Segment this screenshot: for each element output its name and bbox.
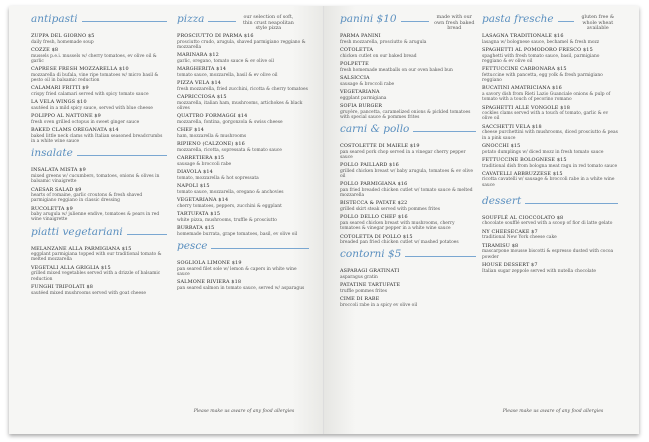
menu-item-list	[482, 216, 618, 274]
menu-item-description: pan seared pork chop served in a vinegar cherry pepper sauce	[340, 149, 466, 160]
allergy-note: Please make us aware of any food allergies	[193, 409, 295, 414]
menu-item-name: DIAVOLA $14	[177, 169, 213, 176]
menu-item-description: hearts of romaine, garlic croutons & fresh shaved parmigiano reggiano in classic dressing	[31, 193, 143, 204]
menu-item	[31, 266, 167, 282]
menu-item	[340, 62, 476, 73]
menu-item	[177, 226, 309, 237]
menu-item	[340, 144, 476, 160]
menu-item-list	[31, 168, 167, 222]
menu-item	[31, 285, 167, 296]
menu-item-name: POLLO PARMIGIANA $16	[340, 181, 408, 188]
menu-item-name: SOUFFLÉ AL CIOCCOLATO $8	[482, 214, 564, 221]
section-title: contorni $5	[340, 248, 402, 261]
menu-item	[340, 201, 476, 212]
menu-item-description: pan fried breaded chicken cutlet w/ tomato sauce & melted mozzarella	[340, 187, 473, 199]
menu-item-name: FETTUCCINE BOLOGNESE $15	[482, 156, 567, 163]
menu-item-description: pan seared chicken breast with mushrooms, cherry tomatoes & vinegar pepper in a white wine sauce	[340, 221, 455, 232]
section-header	[31, 148, 167, 168]
menu-item-name: SPAGHETTI ALLE VONGOLE $18	[482, 104, 570, 111]
menu-item-description: tomato sauce, mozzarella, oregano & anchovies	[177, 189, 284, 195]
menu-item	[340, 269, 476, 280]
section-title: carni & pollo	[340, 122, 410, 135]
section-title: pizza	[177, 13, 205, 25]
section-pesce	[177, 241, 309, 291]
column-pizza	[173, 14, 315, 434]
allergy-note: Please make us aware of any food allergies	[502, 409, 604, 414]
menu-item	[177, 53, 309, 64]
menu-item-name: COSTOLETTE DI MAIELE $19	[340, 142, 420, 149]
menu-item	[482, 216, 618, 227]
column-pasta	[482, 14, 624, 434]
section-note: made with our own fresh baked bread	[434, 15, 475, 31]
menu-item-description: crispy fried calamari served with spicy tomato sauce	[31, 91, 149, 97]
menu-item-description: mozzarella di bufala, vine ripe tomatoes w/ micro basil & pesto oil in balsamic reduction	[31, 72, 159, 83]
section-pasta-fresche	[482, 14, 618, 188]
menu-item-name: VEGETARIANA	[340, 88, 380, 95]
menu-item-description: truffle pommes frites	[340, 289, 387, 295]
menu-item-list	[340, 144, 476, 246]
menu-item	[31, 207, 167, 223]
menu-item-name: TARTUFATA $15	[177, 211, 221, 218]
menu-item-list	[340, 34, 476, 120]
section-divider	[558, 21, 574, 22]
section-divider	[127, 234, 167, 235]
menu-item-name: MELANZANE ALLA PARMIGIANA $15	[31, 245, 132, 252]
menu-item-description: mozzarella, italian ham, mushrooms, artichokes & black olives	[177, 100, 303, 111]
menu-item-description: cherry tomatoes, peppers, zucchini & eggplant	[177, 203, 282, 209]
menu-item-description: lasagna w/ bolognese sauce, bechamel & fresh mozz	[482, 39, 600, 45]
menu-item-description: baked little neck clams with Italian seasoned breadcrumbs in a white wine sauce	[31, 133, 163, 145]
menu-item	[482, 263, 618, 274]
menu-item-name: BISTECCA & PATATE $22	[340, 200, 408, 207]
section-insalate	[31, 148, 167, 222]
menu-item-description: chicken cutlet on our baked bread	[340, 53, 417, 59]
menu-item	[177, 184, 309, 195]
menu-item-name: PARMA PANINI	[340, 33, 381, 39]
menu-item-name: CAPRESE FRESH MOZZARELLA $10	[31, 66, 129, 73]
menu-item	[340, 283, 476, 294]
menu-item	[482, 244, 618, 260]
menu-item-description: mozzarella, ricotta, sopressata & tomato sauce	[177, 147, 282, 153]
menu-item-description: traditional New York cheese cake	[482, 235, 557, 241]
menu-item-list	[340, 269, 476, 308]
section-header	[340, 249, 476, 269]
menu-item	[340, 215, 476, 231]
menu-item	[177, 156, 309, 167]
section-divider	[413, 131, 476, 132]
menu-item-name: COZZE $8	[31, 46, 59, 53]
menu-item-description: sautéed in a mild spicy sauce, served with blue cheese	[31, 105, 153, 111]
menu-item-name: VEGETARIANA $14	[177, 197, 229, 204]
menu-item-description: eggplant parmigiana	[340, 95, 387, 101]
menu-item-description: fresh mozzarella, fried zucchini, ricotta & cherry tomatoes	[177, 86, 308, 92]
menu-item-description: sautéed mixed mushrooms served with goat cheese	[31, 290, 146, 296]
menu-item-name: COTOLETTA	[340, 46, 374, 53]
menu-item-name: BUCATINI AMATRICIANA $16	[482, 85, 562, 92]
menu-item-name: SOFIA BURGER	[340, 102, 383, 109]
menu-item	[340, 48, 476, 59]
menu-item-description: fettuccine with pancetta, egg yolk & fresh parmigiano reggiano	[482, 72, 603, 83]
menu-item-name: VEGETALI ALLA GRIGLIA $15	[31, 264, 111, 271]
menu-item-description: white pizza, mushrooms, truffle & prosciutto	[177, 217, 277, 223]
menu-item-description: a savory dish from Rieti Lazio Guanciale onions & pulp of tomato with a touch of pecorino romano	[482, 91, 611, 103]
menu-item-name: TIRAMISU $8	[482, 242, 519, 249]
section-divider	[401, 21, 429, 22]
menu-item-name: CIME DI RABE	[340, 296, 380, 303]
menu-item	[31, 128, 167, 144]
section-title: insalate	[31, 147, 73, 160]
menu-item-description: cheese purchettini with mushrooms, diced prosciutto & peas in a pink sauce	[482, 130, 618, 141]
menu-item-name: PIZZA VELA $14	[177, 80, 221, 87]
menu-item-name: CAPRICCIOSA $15	[177, 94, 227, 101]
menu-item	[340, 90, 476, 101]
menu-item-name: CARRETIERA $15	[177, 155, 225, 162]
menu-item	[177, 67, 309, 78]
section-header	[31, 227, 167, 247]
menu-item-name: ZUPPA DEL GIORNO $5	[31, 33, 95, 39]
menu-item-description: tomato, mozzarella & hot sopressata	[177, 175, 259, 181]
menu-item-description: broccoli rabe in a spicy ev olive oil	[340, 303, 418, 309]
menu-item	[482, 230, 618, 241]
menu-item	[340, 182, 476, 198]
section-pizza	[177, 14, 309, 237]
menu-item	[31, 86, 167, 97]
menu-item	[177, 34, 309, 50]
menu-item	[177, 261, 309, 277]
menu-item	[340, 297, 476, 308]
menu-item-name: RIPIENO (CALZONE) $16	[177, 141, 245, 148]
menu-item-list	[177, 261, 309, 291]
menu-item-name: MARINARA $12	[177, 52, 219, 59]
menu-item-description: ricotta cavatelli w/ sausage & broccoli rabe in a white wine sauce	[482, 177, 615, 188]
menu-item-name: SPAGHETTI AL POMODORO FRESCO $15	[482, 46, 593, 53]
menu-page-right	[324, 6, 639, 434]
section-contorni	[340, 249, 476, 308]
menu-item-name: CAVATELLI ABBRUZZESE $15	[482, 170, 563, 177]
menu-item-name: SALSICCIA	[340, 74, 370, 81]
menu-item-description: gruyère, pancetta, caramelized onions & pickled tomatoes with special sauce & pommes frites	[340, 109, 471, 120]
menu-item-description: fresh homemade meatballs on our oven baked bun	[340, 67, 453, 73]
menu-item-description: tomato sauce, mozzarella, basil & ev olive oil	[177, 72, 278, 78]
section-divider	[405, 256, 476, 257]
section-divider	[208, 21, 236, 22]
menu-item-name: RUCOLETTA $9	[31, 205, 73, 212]
menu-item	[482, 144, 618, 155]
menu-item-name: LA VELA WINGS $10	[31, 99, 87, 106]
menu-spread	[9, 6, 639, 434]
menu-item-name: COTOLETTA DI POLLO $15	[340, 233, 413, 240]
menu-item	[31, 48, 167, 64]
menu-item-name: QUATTRO FORMAGGI $14	[177, 113, 248, 120]
menu-item-name: CAESAR SALAD $9	[31, 186, 82, 193]
menu-item-list	[31, 34, 167, 144]
menu-item	[482, 34, 618, 45]
section-header	[340, 124, 476, 144]
menu-item-name: SALMONE RIVIERA $18	[177, 279, 242, 286]
menu-item-name: INSALATA MISTA $9	[31, 167, 86, 174]
menu-item	[177, 170, 309, 181]
menu-item-description: traditional dish from bologna meat ragu in red tomato sauce	[482, 163, 618, 169]
menu-item-name: BAKED CLAMS OREGANATA $14	[31, 127, 119, 134]
menu-item-name: SOGLIOLA LIMONE $19	[177, 260, 242, 266]
menu-item-list	[177, 34, 309, 237]
section-header	[482, 196, 618, 216]
menu-item-description: ham, mozzarella & mushrooms	[177, 133, 247, 139]
menu-item-description: grilled mixed vegetables served with a drizzle of balsamic reduction	[31, 271, 161, 282]
menu-item-description: mixed greens w/ cucumbers, tomatoes, onions & olives in balsamic vinaigrette	[31, 173, 160, 185]
section-divider	[82, 21, 167, 22]
menu-item	[482, 106, 618, 122]
menu-item-name: NY CHEESECAKE $7	[482, 228, 538, 235]
column-antipasti	[31, 14, 173, 434]
menu-item-name: MARGHERITA $14	[177, 66, 227, 73]
menu-item-name: FUNGHI TRIFOLATI $8	[31, 284, 94, 291]
menu-item-name: HOUSE DESSERT $7	[482, 262, 538, 269]
menu-item-description: sausage & broccoli rabe	[177, 161, 232, 167]
menu-item-description: prosciutto crudo, arugula, shaved parmigiano reggiano & mozzarella	[177, 39, 306, 50]
menu-item-description: mascarpone mousse biscotti & espresso dusted with cocoa powder	[482, 249, 614, 260]
menu-item	[177, 114, 309, 125]
menu-item	[177, 142, 309, 153]
menu-item	[340, 163, 476, 179]
menu-item-description: baby arugula w/ julienne endive, tomatoes & pears in red wine vinaigrette	[31, 212, 160, 223]
menu-item	[340, 34, 476, 45]
menu-item-description: sausage & broccoli rabe	[340, 81, 395, 87]
menu-item-description: spaghetti with fresh tomato sauce, basil, parmigiano reggiano & ev olive oil	[482, 53, 600, 64]
section-dessert	[482, 196, 618, 274]
menu-item-description: garlic, oregano, tomato sauce & ev olive oil	[177, 58, 274, 64]
menu-item-name: POLLO DELLO CHEF $16	[340, 214, 408, 221]
section-carni-pollo	[340, 124, 476, 246]
section-divider	[211, 248, 309, 249]
menu-item	[482, 125, 618, 141]
section-note: gluten free & whole wheat available	[581, 15, 615, 31]
section-title: panini $10	[340, 13, 397, 25]
section-header	[482, 14, 618, 34]
menu-item-name: POLLO PAILLARD $16	[340, 162, 399, 169]
menu-item	[177, 81, 309, 92]
menu-item	[177, 95, 309, 111]
menu-item	[177, 198, 309, 209]
menu-item-description: fresh mozzarella, prosciutto & arugula	[340, 39, 427, 45]
menu-item-name: BURRATA $15	[177, 225, 215, 232]
section-panini	[340, 14, 476, 120]
section-header	[340, 14, 476, 34]
menu-item	[31, 247, 167, 263]
menu-item-description: grilled chicken breast w/ baby arugula, tomatoes & ev olive oil	[340, 168, 473, 179]
section-header	[177, 14, 309, 34]
menu-item	[31, 114, 167, 125]
menu-item	[177, 212, 309, 223]
menu-item-name: FETTUCCINE CARBONARA $15	[482, 66, 567, 73]
menu-item-description: eggplant parmigiana topped with our traditional tomato & melted mozzarella	[31, 252, 162, 263]
menu-item-description: daily fresh, homemade soup	[31, 39, 94, 45]
menu-item-description: cockles clams served with a touch of tomato, garlic & ev olive oil	[482, 111, 609, 122]
menu-item-description: Italian sugar zeppole served with nutella chocolate	[482, 268, 596, 274]
menu-item	[340, 104, 476, 120]
menu-item	[31, 34, 167, 45]
menu-item-description: chocolate soufflé served with a scoop of fior di latte gelato	[482, 221, 613, 227]
menu-item	[31, 168, 167, 184]
menu-page-left	[9, 6, 324, 434]
menu-item-description: pan seared filet sole w/ lemon & capers in white wine sauce	[177, 266, 297, 277]
menu-item-description: asparagus gratin	[340, 275, 378, 281]
menu-item-list	[31, 247, 167, 296]
menu-item	[340, 235, 476, 246]
menu-item-description: potato dumplings w/ diced mozz in fresh tomato sauce	[482, 149, 604, 155]
menu-item	[482, 172, 618, 188]
menu-item-name: PROSCIUTTO DI PARMA $16	[177, 33, 254, 39]
menu-item-name: ASPARAGI GRATINATI	[340, 268, 400, 275]
menu-item-list	[482, 34, 618, 188]
menu-item-description: grilled skirt steak served with pommes frites	[340, 207, 440, 213]
section-piatti-vegetariani	[31, 227, 167, 296]
menu-item-description: mozzarella, fontina, gorgonzola & swiss cheese	[177, 119, 283, 125]
section-note: our selection of soft, thin crust neapolitan style pizza	[242, 15, 294, 31]
section-title: pasta fresche	[482, 13, 554, 25]
menu-item	[31, 100, 167, 111]
menu-item-name: LASAGNA TRADITIONALE $16	[482, 33, 564, 39]
menu-item	[482, 67, 618, 83]
menu-item-name: GNOCCHI $15	[482, 142, 521, 149]
section-title: dessert	[482, 194, 522, 207]
menu-item-description: fresh oven grilled octopus in sweet ginger sauce	[31, 119, 140, 125]
menu-item-name: SACCHETTI VELA $18	[482, 123, 542, 130]
menu-item	[340, 76, 476, 87]
menu-item	[31, 188, 167, 204]
section-header	[177, 241, 309, 261]
section-title: pesce	[177, 240, 208, 252]
menu-item-description: homemade burrata, grape tomatoes, basil, ev olive oil	[177, 231, 298, 237]
section-title: piatti vegetariani	[31, 225, 123, 238]
section-antipasti	[31, 14, 167, 144]
menu-item	[482, 86, 618, 102]
menu-item	[482, 48, 618, 64]
menu-item	[177, 128, 309, 139]
menu-item-name: CALAMARI FRITTI $9	[31, 85, 89, 92]
column-panini	[340, 14, 482, 434]
menu-item-name: CHEF $14	[177, 127, 205, 134]
menu-item-description: mussels p.e.i. mussels w/ cherry tomatoes, ev olive oil & garlic	[31, 53, 157, 64]
section-title: antipasti	[31, 13, 78, 25]
section-divider	[525, 203, 618, 204]
section-divider	[77, 155, 167, 156]
section-header	[31, 14, 167, 34]
menu-item-name: POLIPPO AL NATTONE $9	[31, 113, 101, 120]
menu-item-name: POLPETTE	[340, 60, 369, 67]
menu-item-name: PATATINE TARTUFATE	[340, 282, 401, 289]
menu-item	[177, 280, 309, 291]
menu-item-description: pan seared salmon in tomato sauce, served w/ asparagus	[177, 285, 305, 291]
menu-item	[482, 158, 618, 169]
menu-item-name: NAPOLI $15	[177, 183, 210, 190]
menu-item	[31, 67, 167, 83]
menu-item-description: breaded pan fried chicken cutlet w/ mashed potatoes	[340, 240, 459, 246]
